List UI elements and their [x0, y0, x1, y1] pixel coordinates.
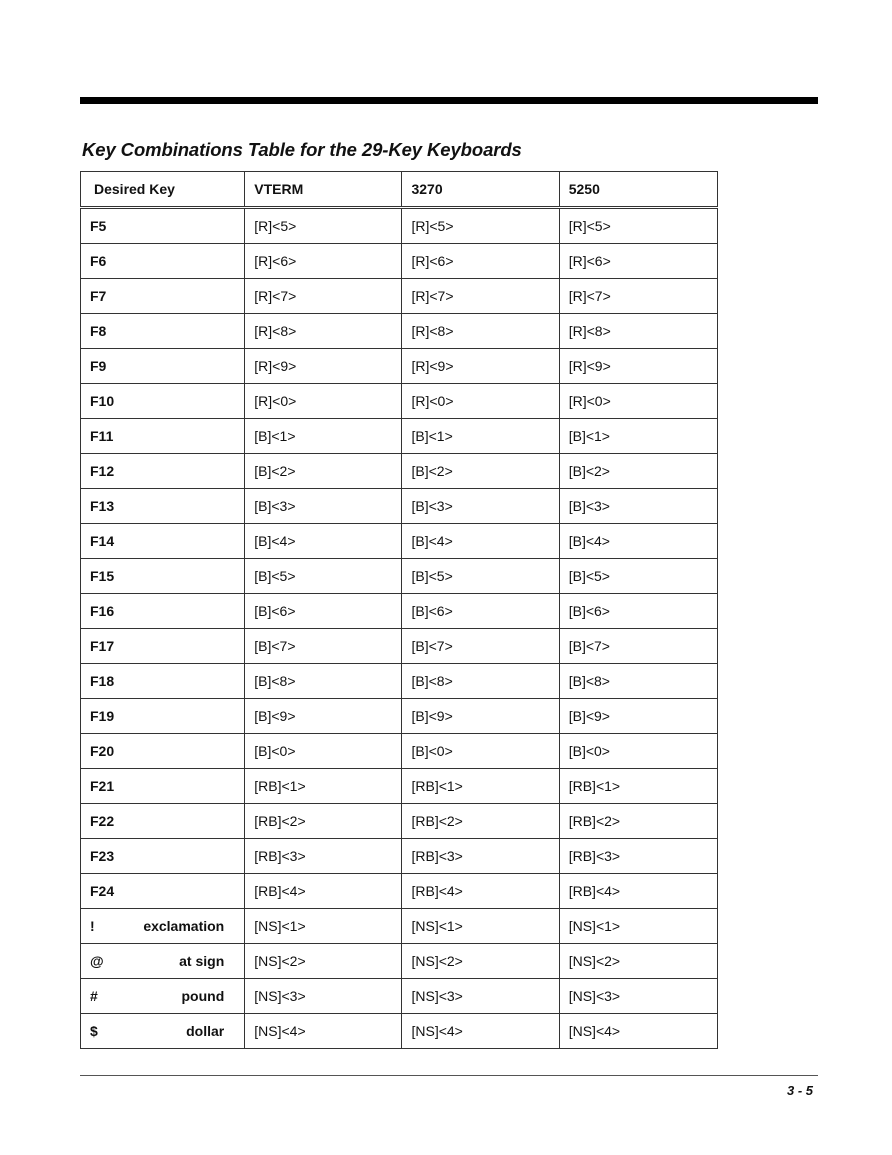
code-3270-cell: [B]<5> — [402, 559, 559, 594]
code-3270-cell: [B]<3> — [402, 489, 559, 524]
desired-key-cell — [81, 979, 245, 1014]
key-symbol: F15 — [90, 568, 115, 584]
table-row — [81, 699, 718, 734]
table-row — [81, 629, 718, 664]
vterm-cell: [R]<0> — [245, 384, 402, 419]
code-3270-cell: [RB]<1> — [402, 769, 559, 804]
table-row — [81, 944, 718, 979]
code-3270-cell: [B]<1> — [402, 419, 559, 454]
code-5250-cell: [RB]<3> — [559, 839, 717, 874]
table-row — [81, 489, 718, 524]
desired-key-cell — [81, 1014, 245, 1049]
desired-key-cell — [81, 524, 245, 559]
key-symbol: F24 — [90, 883, 115, 899]
code-5250-cell: [NS]<1> — [559, 909, 717, 944]
code-5250-cell: [B]<3> — [559, 489, 717, 524]
desired-key-cell — [81, 944, 245, 979]
header-5250: 5250 — [559, 172, 717, 208]
code-5250-cell: [B]<1> — [559, 419, 717, 454]
desired-key-cell — [81, 804, 245, 839]
desired-key-cell — [81, 244, 245, 279]
code-3270-cell: [R]<7> — [402, 279, 559, 314]
code-3270-cell: [R]<8> — [402, 314, 559, 349]
code-5250-cell: [B]<7> — [559, 629, 717, 664]
desired-key-cell — [81, 208, 245, 244]
code-3270-cell: [B]<8> — [402, 664, 559, 699]
key-symbol: F17 — [90, 638, 115, 654]
table-row — [81, 208, 718, 244]
key-name: pound — [181, 988, 225, 1004]
table-row — [81, 349, 718, 384]
table-row — [81, 839, 718, 874]
table-row — [81, 1014, 718, 1049]
vterm-cell: [B]<4> — [245, 524, 402, 559]
code-3270-cell: [RB]<4> — [402, 874, 559, 909]
desired-key-cell — [81, 454, 245, 489]
page-number: 3 - 5 — [786, 1083, 813, 1098]
code-3270-cell: [B]<4> — [402, 524, 559, 559]
key-name: at sign — [179, 953, 225, 969]
vterm-cell: [B]<2> — [245, 454, 402, 489]
table-row — [81, 664, 718, 699]
vterm-cell: [NS]<4> — [245, 1014, 402, 1049]
code-3270-cell: [B]<9> — [402, 699, 559, 734]
table-body — [81, 208, 718, 1049]
key-symbol: F19 — [90, 708, 115, 724]
header-desired-key: Desired Key — [81, 172, 245, 208]
desired-key-cell — [81, 314, 245, 349]
code-3270-cell: [R]<6> — [402, 244, 559, 279]
vterm-cell: [B]<9> — [245, 699, 402, 734]
code-5250-cell: [NS]<3> — [559, 979, 717, 1014]
desired-key-cell — [81, 279, 245, 314]
key-symbol: F21 — [90, 778, 115, 794]
key-name: dollar — [186, 1023, 225, 1039]
key-symbol: F23 — [90, 848, 115, 864]
key-symbol: F16 — [90, 603, 115, 619]
table-row — [81, 279, 718, 314]
code-3270-cell: [B]<6> — [402, 594, 559, 629]
vterm-cell: [R]<7> — [245, 279, 402, 314]
desired-key-cell — [81, 559, 245, 594]
code-5250-cell: [B]<0> — [559, 734, 717, 769]
table-header-row — [81, 172, 718, 208]
desired-key-cell — [81, 629, 245, 664]
key-symbol: F9 — [90, 358, 107, 374]
vterm-cell: [RB]<2> — [245, 804, 402, 839]
table-row — [81, 804, 718, 839]
desired-key-cell — [81, 349, 245, 384]
key-name: exclamation — [143, 918, 225, 934]
key-symbol: F10 — [90, 393, 115, 409]
desired-key-cell — [81, 419, 245, 454]
table-row — [81, 594, 718, 629]
desired-key-cell — [81, 874, 245, 909]
vterm-cell: [B]<8> — [245, 664, 402, 699]
code-3270-cell: [R]<9> — [402, 349, 559, 384]
code-5250-cell: [NS]<2> — [559, 944, 717, 979]
key-symbol: F22 — [90, 813, 115, 829]
vterm-cell: [RB]<3> — [245, 839, 402, 874]
code-3270-cell: [NS]<1> — [402, 909, 559, 944]
key-symbol: F18 — [90, 673, 115, 689]
desired-key-cell — [81, 839, 245, 874]
table-row — [81, 314, 718, 349]
vterm-cell: [NS]<3> — [245, 979, 402, 1014]
table-row — [81, 979, 718, 1014]
vterm-cell: [B]<3> — [245, 489, 402, 524]
key-symbol: F12 — [90, 463, 115, 479]
code-5250-cell: [RB]<1> — [559, 769, 717, 804]
code-3270-cell: [RB]<3> — [402, 839, 559, 874]
key-symbol: F5 — [90, 218, 107, 234]
table-row — [81, 384, 718, 419]
code-5250-cell: [R]<5> — [559, 208, 717, 244]
vterm-cell: [R]<6> — [245, 244, 402, 279]
code-5250-cell: [R]<9> — [559, 349, 717, 384]
code-5250-cell: [NS]<4> — [559, 1014, 717, 1049]
desired-key-cell — [81, 909, 245, 944]
code-5250-cell: [R]<6> — [559, 244, 717, 279]
key-symbol: # — [90, 988, 98, 1004]
table-row — [81, 769, 718, 804]
key-symbol: @ — [90, 953, 104, 969]
code-3270-cell: [B]<2> — [402, 454, 559, 489]
key-symbol: F7 — [90, 288, 107, 304]
header-3270: 3270 — [402, 172, 559, 208]
desired-key-cell — [81, 699, 245, 734]
key-symbol: F13 — [90, 498, 115, 514]
code-3270-cell: [R]<5> — [402, 208, 559, 244]
vterm-cell: [R]<5> — [245, 208, 402, 244]
desired-key-cell — [81, 594, 245, 629]
code-5250-cell: [R]<0> — [559, 384, 717, 419]
table-row — [81, 524, 718, 559]
code-5250-cell: [B]<4> — [559, 524, 717, 559]
header-vterm: VTERM — [245, 172, 402, 208]
vterm-cell: [B]<5> — [245, 559, 402, 594]
code-3270-cell: [NS]<4> — [402, 1014, 559, 1049]
table-row — [81, 559, 718, 594]
desired-key-cell — [81, 769, 245, 804]
vterm-cell: [B]<0> — [245, 734, 402, 769]
vterm-cell: [B]<7> — [245, 629, 402, 664]
key-symbol: F14 — [90, 533, 115, 549]
table-row — [81, 244, 718, 279]
key-symbol: F8 — [90, 323, 107, 339]
code-3270-cell: [R]<0> — [402, 384, 559, 419]
code-5250-cell: [B]<9> — [559, 699, 717, 734]
vterm-cell: [R]<8> — [245, 314, 402, 349]
code-5250-cell: [RB]<2> — [559, 804, 717, 839]
key-symbol: F6 — [90, 253, 107, 269]
page-heading: Key Combinations Table for the 29-Key Keyboards — [82, 139, 522, 160]
code-3270-cell: [B]<7> — [402, 629, 559, 664]
vterm-cell: [RB]<1> — [245, 769, 402, 804]
vterm-cell: [R]<9> — [245, 349, 402, 384]
desired-key-cell — [81, 489, 245, 524]
code-5250-cell: [B]<5> — [559, 559, 717, 594]
table-row — [81, 454, 718, 489]
table-row — [81, 419, 718, 454]
top-rule — [80, 97, 818, 104]
vterm-cell: [B]<6> — [245, 594, 402, 629]
desired-key-cell — [81, 664, 245, 699]
key-combinations-table — [80, 171, 718, 1049]
key-symbol: F20 — [90, 743, 115, 759]
code-5250-cell: [B]<8> — [559, 664, 717, 699]
code-5250-cell: [RB]<4> — [559, 874, 717, 909]
footer-rule — [80, 1075, 818, 1076]
key-symbol: $ — [90, 1023, 98, 1039]
key-symbol: F11 — [90, 428, 114, 444]
code-5250-cell: [B]<6> — [559, 594, 717, 629]
vterm-cell: [NS]<1> — [245, 909, 402, 944]
code-5250-cell: [B]<2> — [559, 454, 717, 489]
table-row — [81, 874, 718, 909]
code-3270-cell: [NS]<2> — [402, 944, 559, 979]
vterm-cell: [B]<1> — [245, 419, 402, 454]
key-symbol: ! — [90, 918, 95, 934]
code-3270-cell: [RB]<2> — [402, 804, 559, 839]
code-5250-cell: [R]<7> — [559, 279, 717, 314]
table-row — [81, 909, 718, 944]
code-5250-cell: [R]<8> — [559, 314, 717, 349]
desired-key-cell — [81, 384, 245, 419]
code-3270-cell: [NS]<3> — [402, 979, 559, 1014]
code-3270-cell: [B]<0> — [402, 734, 559, 769]
vterm-cell: [NS]<2> — [245, 944, 402, 979]
table-row — [81, 734, 718, 769]
vterm-cell: [RB]<4> — [245, 874, 402, 909]
desired-key-cell — [81, 734, 245, 769]
